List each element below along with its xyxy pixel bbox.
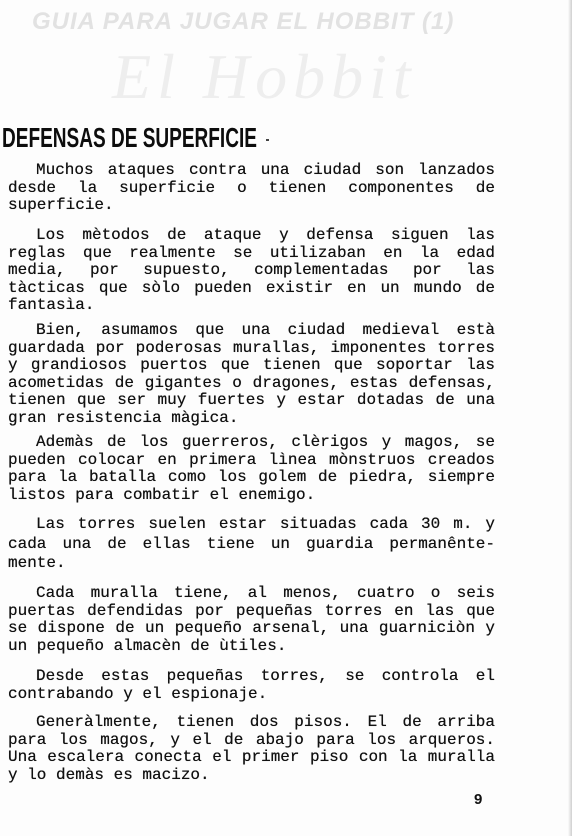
text-line: y grandiosos puertos que tienen que soportar las — [8, 356, 495, 374]
text-line: listos para combatir el enemigo. — [8, 485, 316, 504]
paragraph — [8, 515, 495, 574]
text-line: un pequeño almacèn de ùtiles. — [8, 636, 287, 655]
text-line: gran resistencia màgica. — [8, 408, 239, 427]
text-line: superficie. — [8, 196, 114, 214]
text-line: fantasìa. — [8, 296, 95, 314]
text-line: desde la superficie o tienen componentes de — [8, 178, 495, 197]
text-line: tienen que ser muy fuertes y estar dotadas de una — [8, 391, 495, 409]
text-line: Las torres suelen estar situadas cada 30 m. y — [36, 515, 495, 533]
text-line: guardada por poderosas murallas, imponentes torres — [8, 338, 495, 357]
text-line: media, por supuesto, complementadas por las — [8, 261, 495, 279]
text-line: Ademàs de los guerreros, clèrigos y magos, se — [36, 433, 495, 451]
text-line: mente. — [8, 554, 66, 572]
text-line: cada una de ellas tiene un guardia permanênte- — [8, 534, 495, 553]
title-mark — [266, 139, 269, 141]
text-line: Una escalera conecta el primer piso con la muralla — [8, 748, 495, 766]
text-line: reglas que realmente se utilizaban en la edad — [8, 243, 495, 262]
text-line: Los mètodos de ataque y defensa siguen las — [36, 226, 495, 244]
paragraph — [8, 322, 495, 427]
paragraph — [8, 227, 495, 315]
text-line: se dispone de un pequeño arsenal, una guarniciòn y — [8, 619, 495, 637]
text-line: contrabando y el espionaje. — [8, 685, 268, 703]
text-line: Bien, asumamos que una ciudad medieval està — [36, 321, 495, 339]
page-number: 9 — [474, 791, 483, 808]
text-line: tàcticas que sòlo pueden existir en un mundo de — [8, 278, 495, 297]
text-line: Desde estas pequeñas torres, se controla el — [36, 667, 495, 685]
text-line: Muchos ataques contra una ciudad son lanzados — [36, 161, 495, 179]
text-line: pueden colocar en primera lìnea mònstruos creados — [8, 450, 495, 469]
text-line: Generàlmente, tienen dos pisos. El de arriba — [36, 713, 495, 731]
text-line: para los magos, y el de abajo para los arqueros. — [8, 730, 495, 749]
paragraph — [8, 667, 495, 703]
section-title: DEFENSAS DE SUPERFICIE — [2, 122, 257, 153]
bleed-through-header-line: GUIA PARA JUGAR EL HOBBIT (1) — [32, 8, 455, 35]
bleed-through-header-title: El Hobbit — [112, 41, 417, 112]
text-line: para la batalla como los golem de piedra, siempre — [8, 468, 495, 486]
text-line: Cada muralla tiene, al menos, cuatro o seis — [36, 584, 495, 602]
paragraph — [8, 585, 495, 655]
page-edge-shadow — [568, 0, 572, 836]
text-line: puertas defendidas por pequeñas torres en las que — [8, 601, 495, 620]
paragraph — [8, 162, 495, 215]
text-line: acometidas de gigantes o dragones, estas defensas, — [8, 373, 495, 392]
paragraph — [8, 434, 495, 504]
text-line: y lo demàs es macizo. — [8, 765, 210, 784]
paragraph — [8, 714, 495, 784]
